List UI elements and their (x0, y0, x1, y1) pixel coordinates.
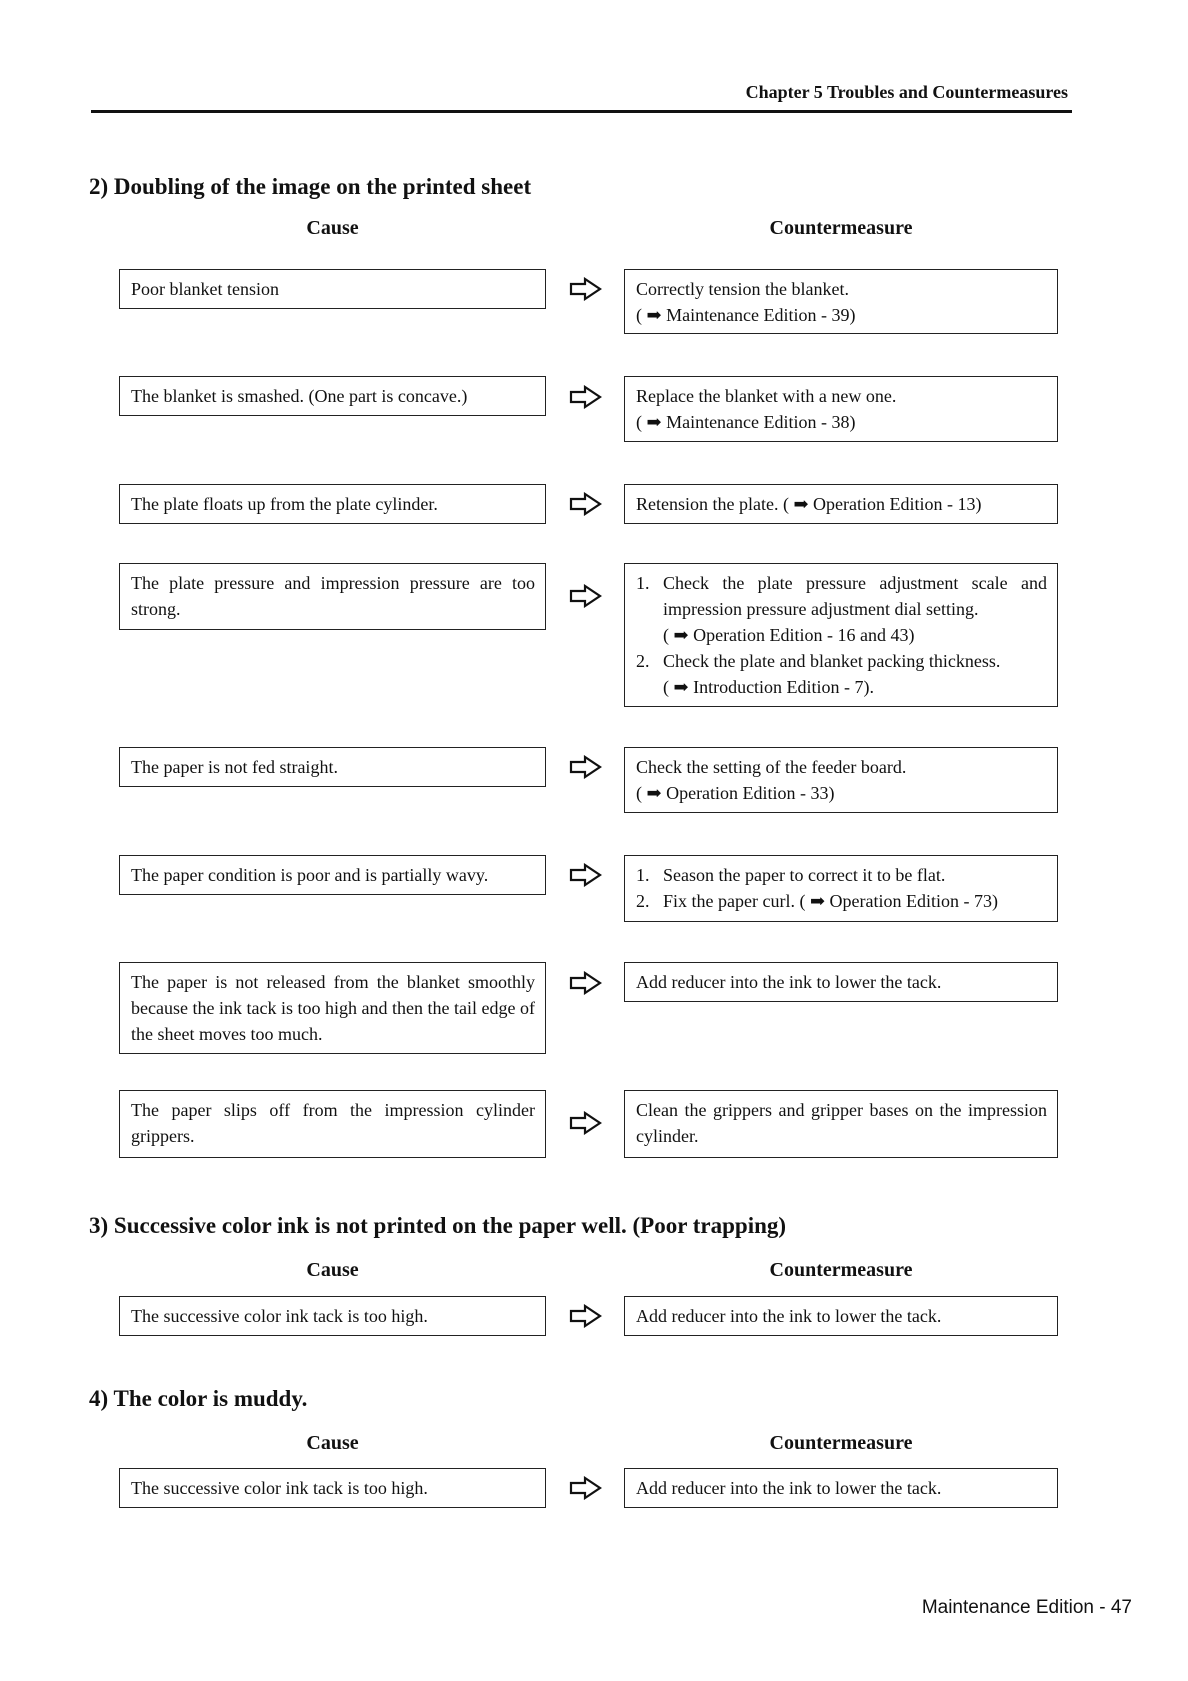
countermeasure-box (624, 376, 1058, 442)
cause-text: The paper is not fed straight. (131, 757, 338, 777)
countermeasure-line: Add reducer into the ink to lower the tack. (636, 1478, 942, 1498)
list-number: 1. (636, 865, 650, 885)
flow-arrow-icon (569, 492, 603, 516)
list-item (636, 648, 1047, 700)
countermeasure-line: Replace the blanket with a new one. (636, 386, 897, 406)
countermeasure-line: Correctly tension the blanket. (636, 279, 849, 299)
countermeasure-reference: ( ➡ Operation Edition - 16 and 43) (663, 625, 915, 645)
flow-arrow-icon (569, 1304, 603, 1328)
cause-text: The successive color ink tack is too high. (131, 1306, 428, 1326)
countermeasure-reference: ( ➡ Introduction Edition - 7). (663, 677, 875, 697)
flow-arrow-icon (569, 971, 603, 995)
cause-text: The paper condition is poor and is partially wavy. (131, 865, 489, 885)
countermeasure-list (636, 862, 1047, 914)
list-item (636, 862, 1047, 888)
cause-text: The plate pressure and impression pressure are too strong. (131, 573, 535, 619)
countermeasure-box (624, 269, 1058, 334)
countermeasure-box (624, 747, 1058, 813)
countermeasure-reference: ( ➡ Maintenance Edition - 38) (636, 412, 856, 432)
countermeasure-box (624, 855, 1058, 922)
countermeasure-line: Clean the grippers and gripper bases on the impression cylinder. (636, 1100, 1047, 1146)
cause-box (119, 747, 546, 787)
cause-box (119, 855, 546, 895)
flow-arrow-icon (569, 755, 603, 779)
cause-box (119, 484, 546, 524)
countermeasure-line: Check the plate pressure adjustment scale and impression pressure adjustment dial setting. (663, 573, 1047, 619)
cause-box (119, 1090, 546, 1158)
countermeasure-line: Fix the paper curl. ( ➡ Operation Edition - 73) (663, 891, 998, 911)
flow-arrow-icon (569, 1476, 603, 1500)
countermeasure-reference: ( ➡ Operation Edition - 33) (636, 783, 835, 803)
countermeasure-line: Retension the plate. ( ➡ Operation Edition - 13) (636, 494, 982, 514)
cause-box (119, 1296, 546, 1336)
flow-arrow-icon (569, 863, 603, 887)
list-item (636, 888, 1047, 914)
cause-heading: Cause (306, 1259, 359, 1281)
countermeasure-box (624, 962, 1058, 1002)
countermeasure-box (624, 484, 1058, 524)
chapter-header: Chapter 5 Troubles and Countermeasures (745, 82, 1068, 102)
cause-text: The paper is not released from the blanket smoothly because the ink tack is too high and then the tail edge of the sheet moves too much. (131, 972, 535, 1044)
list-number: 1. (636, 573, 650, 593)
header-rule (91, 110, 1072, 113)
cause-text: The successive color ink tack is too high. (131, 1478, 428, 1498)
countermeasure-heading: Countermeasure (769, 1259, 913, 1281)
flow-arrow-icon (569, 385, 603, 409)
cause-text: The plate floats up from the plate cylinder. (131, 494, 438, 514)
cause-box (119, 1468, 546, 1508)
countermeasure-line: Check the plate and blanket packing thickness. (663, 651, 1001, 671)
countermeasure-box (624, 563, 1058, 707)
cause-heading: Cause (306, 1432, 359, 1454)
countermeasure-box (624, 1090, 1058, 1158)
cause-text: Poor blanket tension (131, 279, 279, 299)
cause-heading: Cause (306, 217, 359, 239)
section-title-doubling: 2) Doubling of the image on the printed sheet (89, 174, 532, 199)
countermeasure-heading: Countermeasure (769, 1432, 913, 1454)
cause-box (119, 962, 546, 1054)
countermeasure-box (624, 1296, 1058, 1336)
countermeasure-line: Add reducer into the ink to lower the tack. (636, 972, 942, 992)
cause-box (119, 269, 546, 309)
flow-arrow-icon (569, 584, 603, 608)
flow-arrow-icon (569, 1111, 603, 1135)
cause-box (119, 376, 546, 416)
cause-text: The paper slips off from the impression cylinder grippers. (131, 1100, 535, 1146)
countermeasure-line: Add reducer into the ink to lower the tack. (636, 1306, 942, 1326)
cause-text: The blanket is smashed. (One part is concave.) (131, 386, 468, 406)
list-number: 2. (636, 891, 650, 911)
countermeasure-line: Season the paper to correct it to be flat. (663, 865, 946, 885)
countermeasure-heading: Countermeasure (769, 217, 913, 239)
section-title-muddy-color: 4) The color is muddy. (89, 1386, 308, 1411)
cause-box (119, 563, 546, 630)
flow-arrow-icon (569, 277, 603, 301)
countermeasure-reference: ( ➡ Maintenance Edition - 39) (636, 305, 856, 325)
list-number: 2. (636, 651, 650, 671)
countermeasure-box (624, 1468, 1058, 1508)
section-title-poor-trapping: 3) Successive color ink is not printed on the paper well. (Poor trapping) (89, 1213, 787, 1238)
list-item (636, 570, 1047, 648)
countermeasure-list (636, 570, 1047, 700)
countermeasure-line: Check the setting of the feeder board. (636, 757, 907, 777)
page-number: Maintenance Edition - 47 (921, 1597, 1132, 1618)
